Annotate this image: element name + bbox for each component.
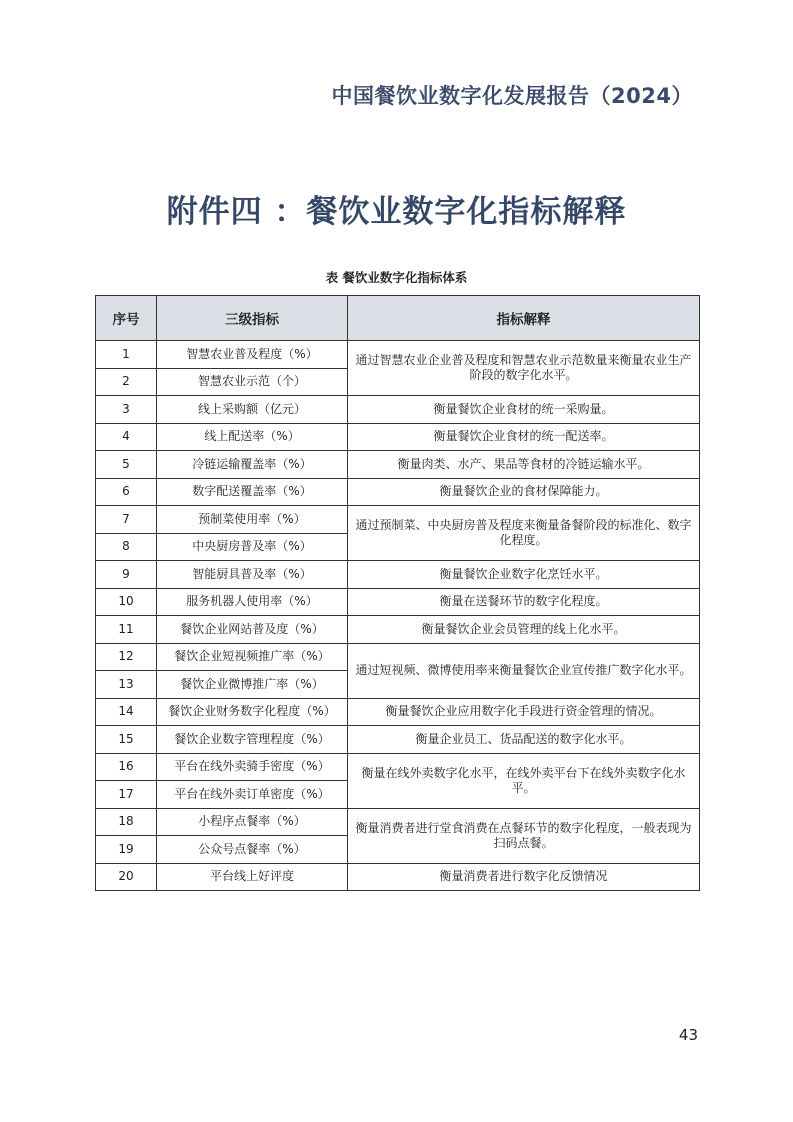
table-row — [96, 808, 700, 836]
row-number-cell: 8 — [96, 533, 157, 561]
explanation-cell: 衡量消费者进行数字化反馈情况 — [348, 863, 700, 891]
indicator-cell: 智能厨具普及率（%） — [157, 561, 348, 589]
table-row — [96, 698, 700, 726]
indicator-cell: 小程序点餐率（%） — [157, 808, 348, 836]
row-number-cell: 7 — [96, 506, 157, 534]
row-number-cell: 9 — [96, 561, 157, 589]
explanation-cell: 衡量肉类、水产、果品等食材的冷链运输水平。 — [348, 451, 700, 479]
indicator-cell: 中央厨房普及率（%） — [157, 533, 348, 561]
table-row — [96, 863, 700, 891]
indicator-cell: 智慧农业示范（个） — [157, 368, 348, 396]
table-row — [96, 753, 700, 781]
explanation-cell: 通过智慧农业企业普及程度和智慧农业示范数量来衡量农业生产阶段的数字化水平。 — [348, 341, 700, 396]
row-number-cell: 2 — [96, 368, 157, 396]
running-header: 中国餐饮业数字化发展报告（2024） — [331, 84, 693, 108]
indicator-table — [95, 295, 700, 891]
row-number-cell: 20 — [96, 863, 157, 891]
row-number-cell: 13 — [96, 671, 157, 699]
explanation-cell: 衡量消费者进行堂食消费在点餐环节的数字化程度，一般表现为扫码点餐。 — [348, 808, 700, 863]
explanation-cell: 衡量在送餐环节的数字化程度。 — [348, 588, 700, 616]
column-header-indicator: 三级指标 — [157, 296, 348, 341]
row-number-cell: 19 — [96, 836, 157, 864]
indicator-cell: 平台在线外卖订单密度（%） — [157, 781, 348, 809]
explanation-cell: 衡量餐饮企业食材的统一配送率。 — [348, 423, 700, 451]
indicator-cell: 平台在线外卖骑手密度（%） — [157, 753, 348, 781]
indicator-cell: 餐饮企业数字管理程度（%） — [157, 726, 348, 754]
row-number-cell: 18 — [96, 808, 157, 836]
table-row — [96, 643, 700, 671]
explanation-cell: 衡量企业员工、货品配送的数字化水平。 — [348, 726, 700, 754]
table-row — [96, 561, 700, 589]
indicator-cell: 餐饮企业网站普及度（%） — [157, 616, 348, 644]
row-number-cell: 12 — [96, 643, 157, 671]
table-row — [96, 726, 700, 754]
explanation-cell: 衡量餐饮企业的食材保障能力。 — [348, 478, 700, 506]
indicator-cell: 智慧农业普及程度（%） — [157, 341, 348, 369]
indicator-cell: 预制菜使用率（%） — [157, 506, 348, 534]
table-row — [96, 341, 700, 369]
explanation-cell: 通过预制菜、中央厨房普及程度来衡量备餐阶段的标准化、数字化程度。 — [348, 506, 700, 561]
indicator-cell: 平台线上好评度 — [157, 863, 348, 891]
table-row — [96, 451, 700, 479]
row-number-cell: 3 — [96, 396, 157, 424]
row-number-cell: 11 — [96, 616, 157, 644]
table-row — [96, 588, 700, 616]
explanation-cell: 衡量餐饮企业应用数字化手段进行资金管理的情况。 — [348, 698, 700, 726]
row-number-cell: 10 — [96, 588, 157, 616]
page-number: 43 — [678, 1026, 698, 1044]
indicator-cell: 线上配送率（%） — [157, 423, 348, 451]
indicator-cell: 冷链运输覆盖率（%） — [157, 451, 348, 479]
indicator-cell: 数字配送覆盖率（%） — [157, 478, 348, 506]
indicator-cell: 服务机器人使用率（%） — [157, 588, 348, 616]
table-header — [96, 296, 700, 341]
table-caption: 表 餐饮业数字化指标体系 — [325, 270, 468, 285]
table-row — [96, 478, 700, 506]
indicator-cell: 餐饮企业财务数字化程度（%） — [157, 698, 348, 726]
explanation-cell: 衡量餐饮企业食材的统一采购量。 — [348, 396, 700, 424]
indicator-cell: 线上采购额（亿元） — [157, 396, 348, 424]
column-header-number: 序号 — [96, 296, 157, 341]
indicator-cell: 餐饮企业微博推广率（%） — [157, 671, 348, 699]
table-row — [96, 396, 700, 424]
row-number-cell: 15 — [96, 726, 157, 754]
row-number-cell: 1 — [96, 341, 157, 369]
explanation-cell: 通过短视频、微博使用率来衡量餐饮企业宣传推广数字化水平。 — [348, 643, 700, 698]
page-title: 附件四 ：餐饮业数字化指标解释 — [166, 194, 627, 230]
explanation-cell: 衡量在线外卖数字化水平，在线外卖平台下在线外卖数字化水平。 — [348, 753, 700, 808]
table-row — [96, 506, 700, 534]
row-number-cell: 4 — [96, 423, 157, 451]
indicator-cell: 餐饮企业短视频推广率（%） — [157, 643, 348, 671]
table-row — [96, 616, 700, 644]
explanation-cell: 衡量餐饮企业数字化烹饪水平。 — [348, 561, 700, 589]
row-number-cell: 6 — [96, 478, 157, 506]
table-row — [96, 423, 700, 451]
row-number-cell: 17 — [96, 781, 157, 809]
row-number-cell: 5 — [96, 451, 157, 479]
row-number-cell: 16 — [96, 753, 157, 781]
row-number-cell: 14 — [96, 698, 157, 726]
table-body — [96, 341, 700, 891]
header-row — [96, 296, 700, 341]
explanation-cell: 衡量餐饮企业会员管理的线上化水平。 — [348, 616, 700, 644]
indicator-cell: 公众号点餐率（%） — [157, 836, 348, 864]
column-header-explanation: 指标解释 — [348, 296, 700, 341]
